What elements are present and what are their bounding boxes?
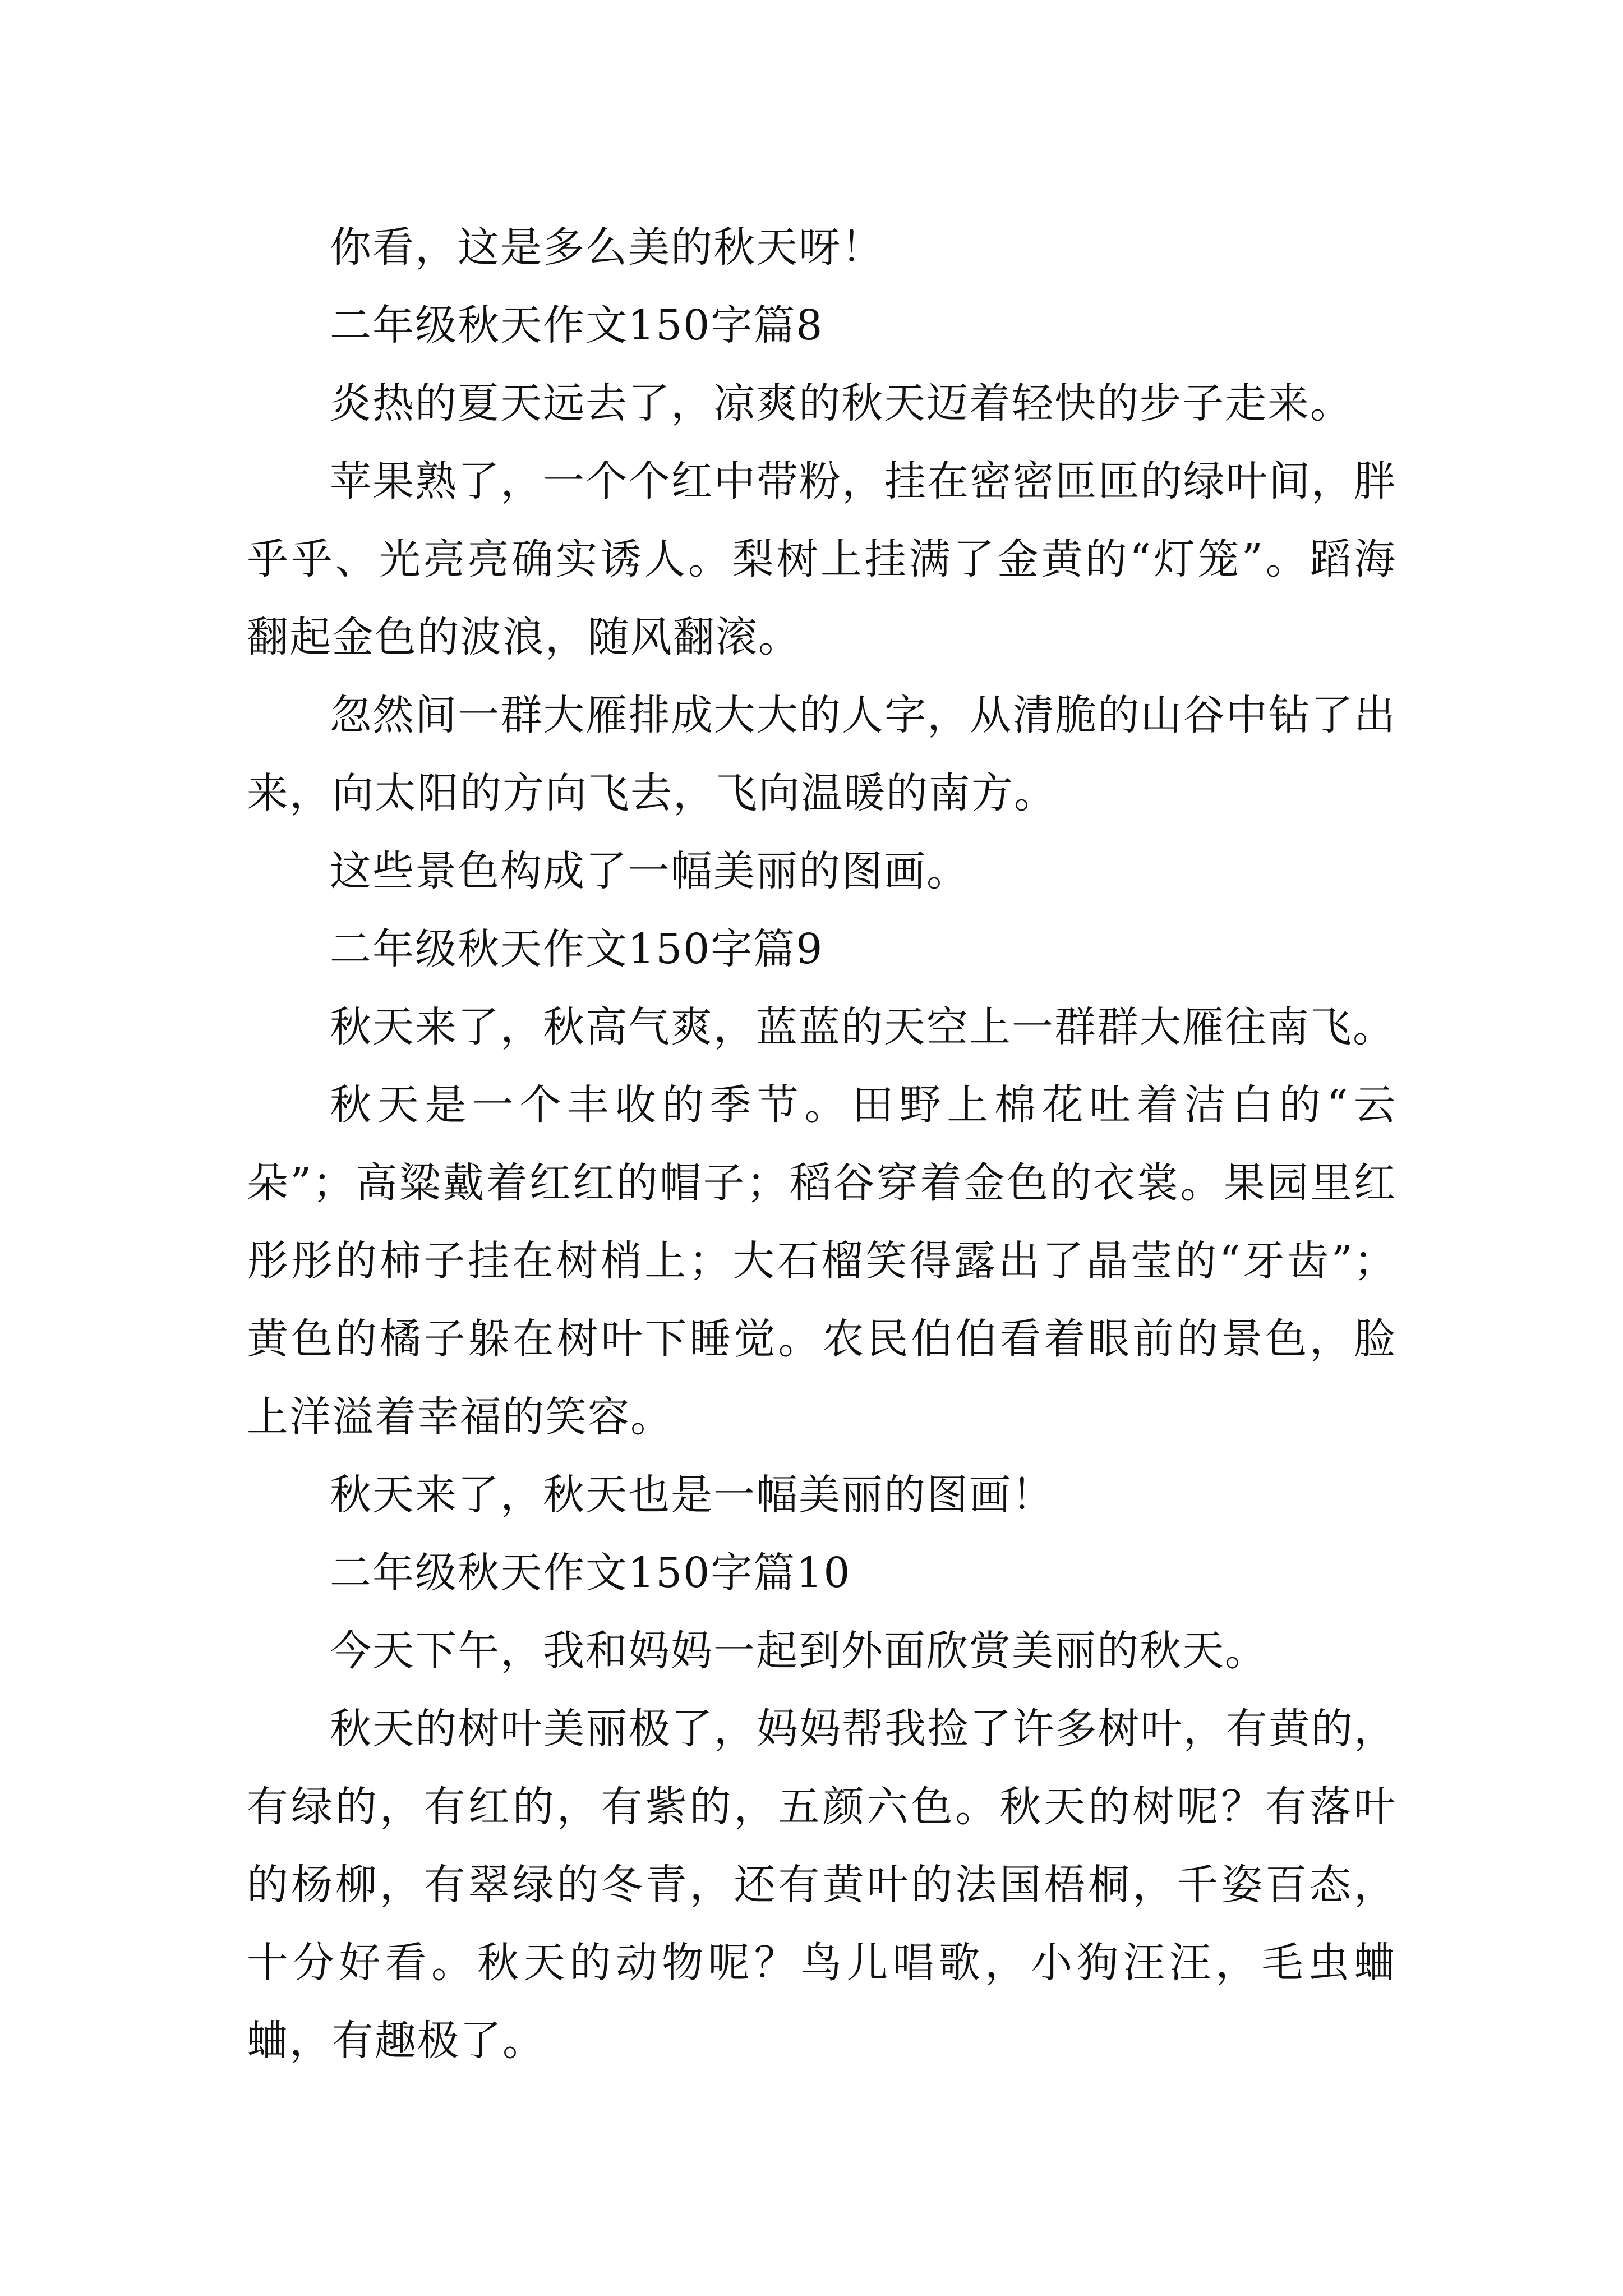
paragraph: 忽然间一群大雁排成大大的人字，从清脆的山谷中钻了出来，向太阳的方向飞去，飞向温暖的南方。	[247, 691, 1396, 817]
paragraph: 秋天的树叶美丽极了，妈妈帮我捡了许多树叶，有黄的，有绿的，有红的，有紫的，五颜六色。秋天的树呢？有落叶的杨柳，有翠绿的冬青，还有黄叶的法国梧桐，千姿百态，十分好看。秋天的动物呢？鸟儿唱歌，小狗汪汪，毛虫蛐蛐，有趣极了。	[247, 1705, 1396, 2065]
section-heading: 二年级秋天作文150字篇8	[330, 301, 824, 349]
section-heading: 二年级秋天作文150字篇10	[330, 1549, 851, 1597]
paragraph: 苹果熟了，一个个红中带粉，挂在密密匝匝的绿叶间，胖乎乎、光亮亮确实诱人。梨树上挂满了金黄的“灯笼”。蹈海翻起金色的波浪，随风翻滚。	[247, 457, 1396, 661]
paragraph: 秋天来了，秋天也是一幅美丽的图画！	[330, 1471, 1054, 1519]
section-heading: 二年级秋天作文150字篇9	[330, 925, 824, 973]
paragraph: 秋天是一个丰收的季节。田野上棉花吐着洁白的“云朵”；高粱戴着红红的帽子；稻谷穿着金色的衣裳。果园里红彤彤的柿子挂在树梢上；大石榴笑得露出了晶莹的“牙齿”；黄色的橘子躲在树叶下睡觉。农民伯伯看着眼前的景色，脸上洋溢着幸福的笑容。	[247, 1081, 1396, 1441]
paragraph: 这些景色构成了一幅美丽的图画。	[330, 847, 969, 895]
paragraph: 秋天来了，秋高气爽，蓝蓝的天空上一群群大雁往南飞。	[330, 1003, 1395, 1051]
paragraph: 你看，这是多么美的秋天呀！	[330, 223, 884, 272]
document-body	[247, 209, 1396, 2080]
paragraph: 今天下午，我和妈妈一起到外面欣赏美丽的秋天。	[330, 1627, 1267, 1675]
paragraph: 炎热的夏天远去了，凉爽的秋天迈着轻快的步子走来。	[330, 379, 1353, 427]
